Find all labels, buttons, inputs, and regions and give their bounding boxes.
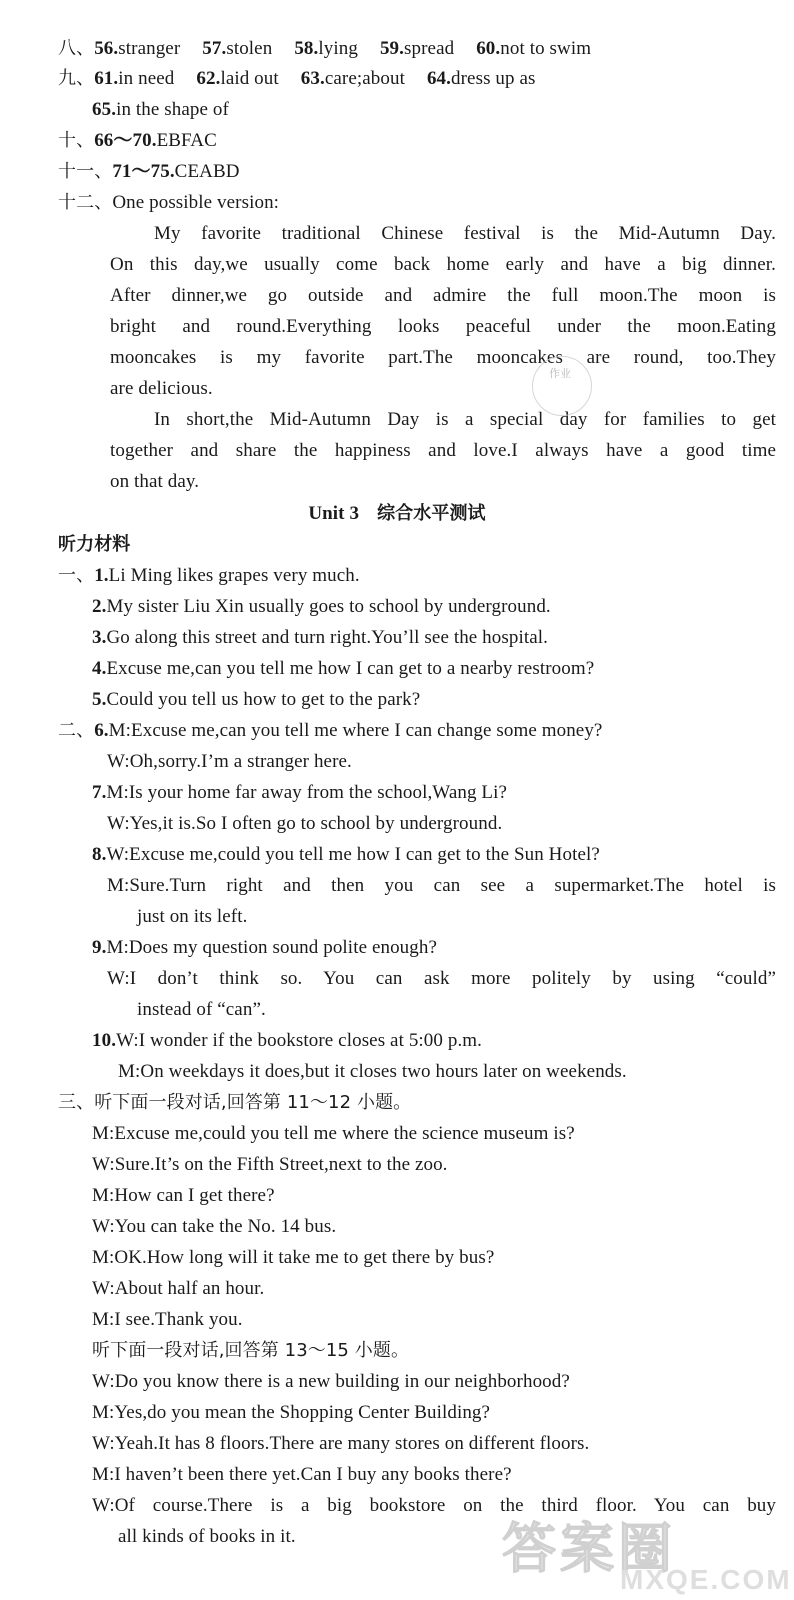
item-number: 63. [300,68,325,89]
dialog-line: W:Do you know there is a new building in our neighborhood? [92,1371,570,1392]
listening-sec3-instruction [58,1088,780,1118]
essay-line: mooncakes is my favorite part.The mooncakes are round, too.They [110,347,776,368]
item-answer: EBFAC [156,130,217,151]
listening-sec1-line [92,592,780,622]
item-answer: in need [118,68,175,89]
watermark-site: MXQE.COM [620,1564,792,1595]
essay-line: on that day. [110,471,200,492]
item-text: Li Ming likes grapes very much. [108,565,360,586]
essay-line: In short,the Mid-Autumn Day is a special day for families to get [154,409,776,430]
dialog-text: M:Does my question sound polite enough? [106,937,438,958]
item-answer: in the shape of [116,99,229,120]
listening-sec2-line: instead of “can”. [137,999,266,1020]
listening-sec2-line: just on its left. [137,906,248,927]
item-answer: laid out [220,68,279,89]
dialog-line: W:Sure.It’s on the Fifth Street,next to the zoo. [92,1154,448,1175]
dialog-line: W:You can take the No. 14 bus. [92,1216,337,1237]
essay-line: On this day,we usually come back home early and have a big dinner. [110,254,776,275]
essay-line: together and share the happiness and love.I always have a good time [110,440,776,461]
listening-sec1-line [92,654,780,684]
dialog-line: W:Yeah.It has 8 floors.There are many stores on different floors. [92,1433,590,1454]
item-text: My sister Liu Xin usually goes to school by underground. [106,596,551,617]
item-answer: stranger [118,38,181,59]
essay-line: After dinner,we go outside and admire the full moon.The moon is [110,285,776,306]
item-text: Go along this street and turn right.You’ll see the hospital. [106,627,548,648]
item-answer: dress up as [451,68,536,89]
site-watermark [502,1506,792,1596]
item-number: 4. [92,658,107,679]
section-label: 三、 [58,1092,95,1113]
dialog-line: all kinds of books in it. [118,1526,296,1547]
item-number: 56. [94,38,119,59]
item-number: 61. [94,68,119,89]
item-answer: lying [318,38,358,59]
item-number: 62. [196,68,221,89]
part8-label: 八、 [58,38,95,59]
essay-line: are delicious. [110,378,213,399]
essay-line: My favorite traditional Chinese festival is the Mid-Autumn Day. [154,223,776,244]
part9-label: 九、 [58,68,95,89]
essay-line: bright and round.Everything looks peaceful under the moon.Eating [110,316,776,337]
listening-sec2-line [92,1026,780,1056]
dialog-line: M:Yes,do you mean the Shopping Center Building? [92,1402,491,1423]
dialog-line: M:I haven’t been there yet.Can I buy any books there? [92,1464,512,1485]
listening-sec2-line: M:Sure.Turn right and then you can see a supermarket.The hotel is [107,875,776,896]
dialog-text: M:Is your home far away from the school,Wang Li? [106,782,508,803]
part8-line [58,34,780,64]
dialog-line: W:Of course.There is a big bookstore on the third floor. You can buy [92,1495,776,1516]
listening-sec1-line [92,685,780,715]
dialog-text: W:I wonder if the bookstore closes at 5:00 p.m. [116,1030,483,1051]
dialog-line: M:How can I get there? [92,1185,275,1206]
item-number: 57. [202,38,227,59]
part11-label: 十一、 [58,161,113,182]
listening-sec1-line [58,561,780,591]
listening-sec2-line: W:Yes,it is.So I often go to school by underground. [107,813,503,834]
item-number: 71～75. [112,161,175,182]
essay-intro: One possible version: [112,192,280,213]
part9-line-2 [92,95,780,125]
listening-sec2-line [92,840,780,870]
dialog-text: M:Excuse me,can you tell me where I can change some money? [108,720,603,741]
item-answer: stolen [226,38,273,59]
unit-subtitle: 综合水平测试 [377,503,486,524]
listening-sec2-line: M:On weekdays it does,but it closes two hours later on weekends. [118,1061,627,1082]
item-text: Could you tell us how to get to the park? [106,689,421,710]
item-answer: not to swim [500,38,592,59]
listening-sec2-line [92,933,780,963]
item-answer: CEABD [174,161,240,182]
dialog-line: W:About half an hour. [92,1278,265,1299]
unit-title [0,499,794,529]
part10-line [58,126,780,156]
item-answer: spread [404,38,455,59]
item-number: 3. [92,627,107,648]
item-number: 58. [294,38,319,59]
item-number: 64. [426,68,452,89]
dialog-line: M:Excuse me,could you tell me where the science museum is? [92,1123,575,1144]
dialog-text: W:Excuse me,could you tell me how I can get to the Sun Hotel? [106,844,600,865]
dialog-line: M:OK.How long will it take me to get there by bus? [92,1247,495,1268]
item-number: 65. [92,99,117,120]
item-number: 9. [92,937,107,958]
part9-line [58,64,780,94]
item-number: 66～70. [94,130,157,151]
section-label: 二、 [58,720,95,741]
listening-sec2-line: W:Oh,sorry.I’m a stranger here. [107,751,352,772]
item-number: 8. [92,844,107,865]
item-number: 59. [379,38,405,59]
stamp-text: 作业 [549,367,571,380]
listening-sec3-instruction-2: 听下面一段对话,回答第 13～15 小题。 [92,1340,410,1361]
homework-stamp [532,356,592,416]
item-number: 10. [92,1030,117,1051]
part12-label: 十二、 [58,192,113,213]
section-label: 一、 [58,565,95,586]
listening-sec2-line: W:I don’t think so. You can ask more politely by using “could” [107,968,776,989]
item-number: 60. [476,38,501,59]
listening-heading: 听力材料 [58,534,131,555]
instruction-text: 听下面一段对话,回答第 11～12 小题。 [94,1092,412,1113]
item-number: 1. [94,565,109,586]
item-number: 6. [94,720,109,741]
part12-line [58,188,780,218]
dialog-line: M:I see.Thank you. [92,1309,243,1330]
listening-sec2-line [92,778,780,808]
part11-line [58,157,780,187]
item-number: 2. [92,596,107,617]
listening-sec1-line [92,623,780,653]
unit-title-text: Unit 3 [308,503,360,524]
listening-sec2-line [58,716,780,746]
item-answer: care;about [324,68,405,89]
item-number: 7. [92,782,107,803]
item-text: Excuse me,can you tell me how I can get to a nearby restroom? [106,658,595,679]
watermark-logo-text: 答案圈 [502,1517,676,1580]
part10-label: 十、 [58,130,95,151]
item-number: 5. [92,689,107,710]
